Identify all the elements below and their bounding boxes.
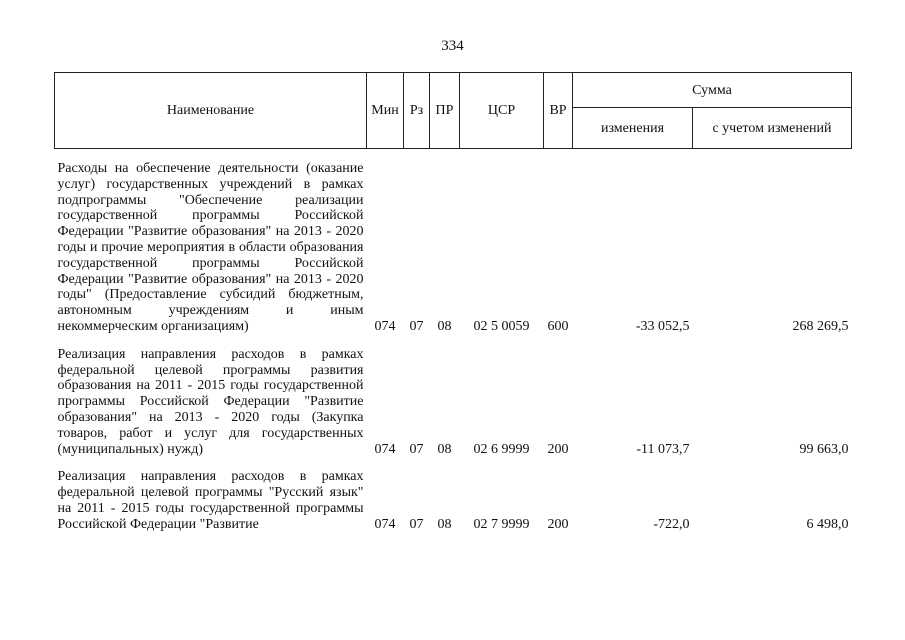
row-name: Реализация направления расходов в рамках федеральной целевой программы "Русский язык" на 2011 - 2015 годы государственной программы Российской Федерации "Развитие <box>57 469 364 532</box>
row-with-change: 6 498,0 <box>806 516 849 532</box>
row-rz: 07 <box>409 318 424 334</box>
row-vr: 600 <box>547 318 569 334</box>
row-vr: 200 <box>547 441 569 457</box>
row-rz: 07 <box>409 441 424 457</box>
row-with-change: 268 269,5 <box>792 318 849 334</box>
row-pr: 08 <box>437 441 452 457</box>
table-row <box>55 469 852 532</box>
row-name: Расходы на обеспечение деятельности (оказание услуг) государственных учреждений в рамках подпрограммы "Обеспечение реализации государственной программы Российской Федерации "Развитие образования" на 2013 - 2020 годы и прочие мероприятия в области образования государственной программы Российской Федерации "Развитие образования" на 2013 - 2020 годы" (Предоставление субсидий бюджетным, автономным учреждениям и иным некоммерческим организациям) <box>57 161 364 334</box>
row-min: 074 <box>374 516 396 532</box>
header-row-top <box>55 73 852 108</box>
table-row <box>55 161 852 335</box>
header-pr: ПР <box>430 73 460 149</box>
row-min: 074 <box>374 441 396 457</box>
table-row <box>55 347 852 458</box>
row-csr: 02 5 0059 <box>473 318 530 334</box>
row-pr: 08 <box>437 318 452 334</box>
header-sum: Сумма <box>573 73 852 108</box>
row-change: -722,0 <box>653 516 690 532</box>
row-csr: 02 6 9999 <box>473 441 530 457</box>
row-with-change: 99 663,0 <box>799 441 849 457</box>
header-min: Мин <box>367 73 404 149</box>
header-csr: ЦСР <box>460 73 544 149</box>
header-change: изменения <box>573 108 693 149</box>
header-with-change: с учетом изменений <box>693 108 852 149</box>
page-number: 334 <box>441 38 464 54</box>
row-min: 074 <box>374 318 396 334</box>
row-vr: 200 <box>547 516 569 532</box>
header-vr: ВР <box>544 73 573 149</box>
row-csr: 02 7 9999 <box>473 516 530 532</box>
row-name: Реализация направления расходов в рамках федеральной целевой программы развития образования на 2011 - 2015 годы государственной программы Российской Федерации "Развитие образования" на 2013 - 2020 годы (Закупка товаров, работ и услуг для государственных (муниципальных) нужд) <box>57 346 364 457</box>
row-change: -11 073,7 <box>636 441 690 457</box>
row-change: -33 052,5 <box>635 318 690 334</box>
row-pr: 08 <box>437 516 452 532</box>
budget-table <box>54 72 852 533</box>
header-rz: Рз <box>404 73 430 149</box>
row-rz: 07 <box>409 516 424 532</box>
header-name: Наименование <box>55 73 367 149</box>
